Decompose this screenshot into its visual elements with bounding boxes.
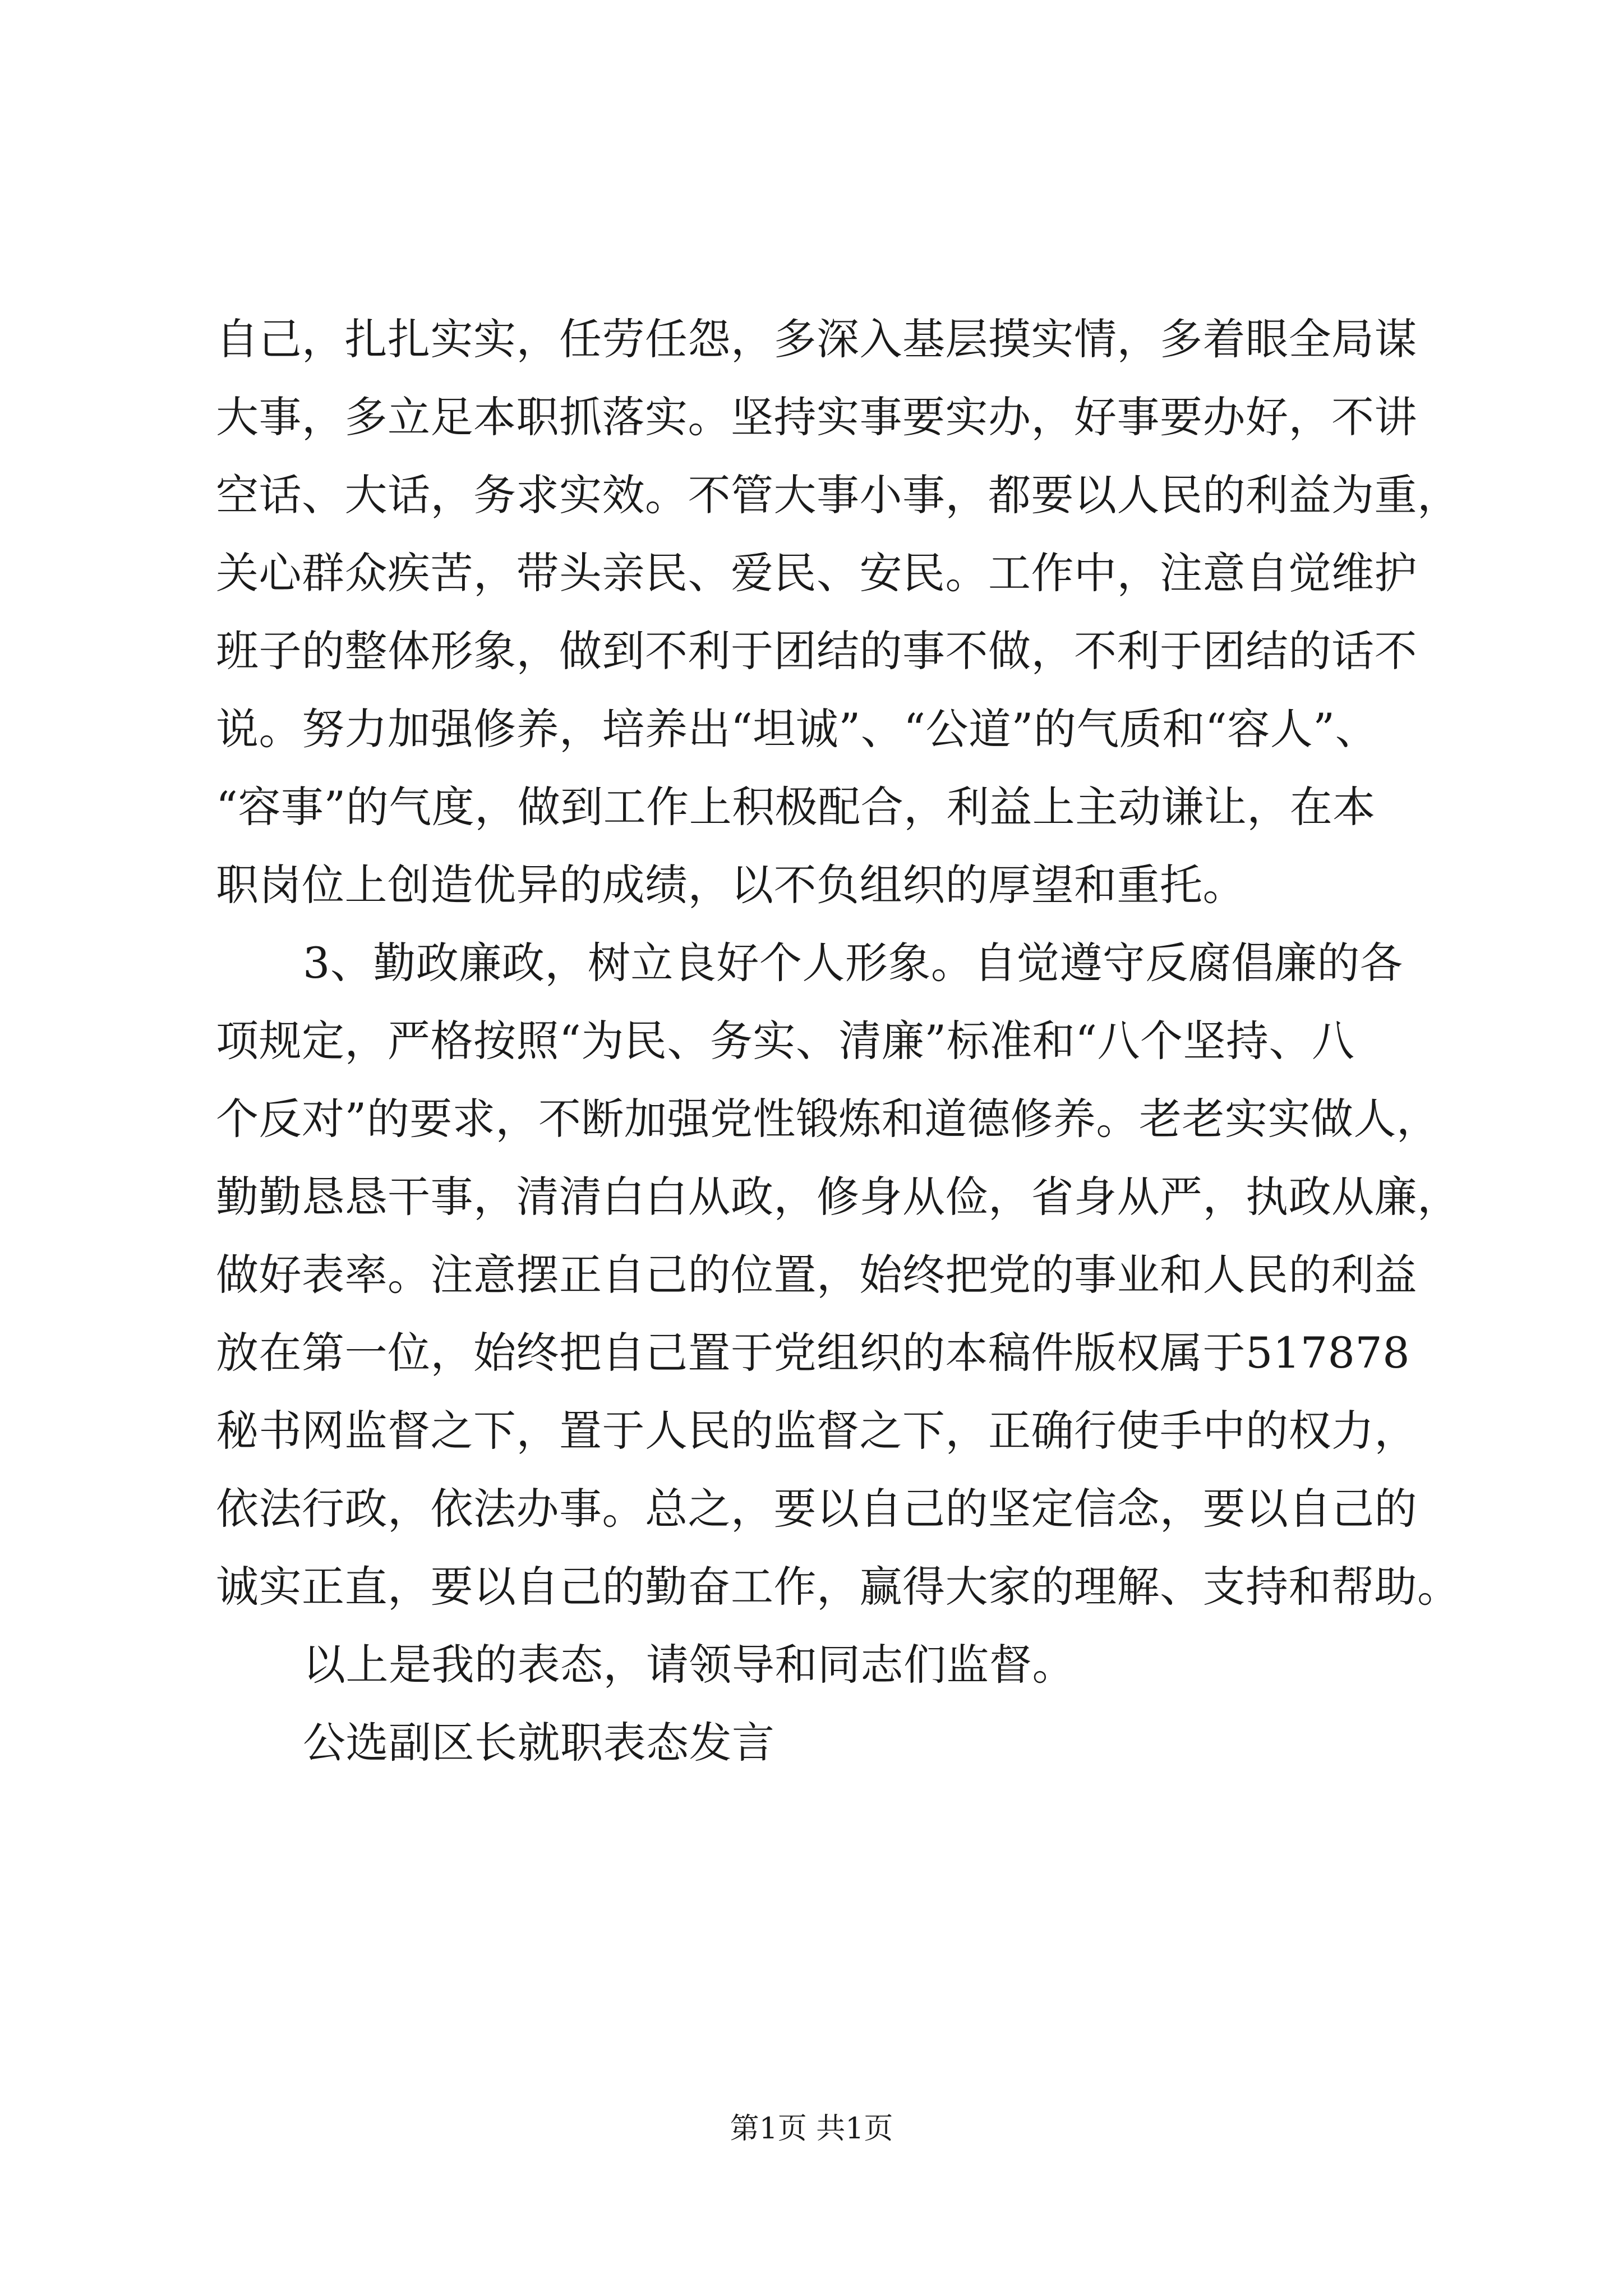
body-line: 勤勤恳恳干事，清清白白从政，修身从俭，省身从严，执政从廉， xyxy=(216,1172,1460,1222)
body-line: 诚实正直，要以自己的勤奋工作，赢得大家的理解、支持和帮助。 xyxy=(216,1562,1460,1612)
body-line: 自己，扎扎实实，任劳任怨，多深入基层摸实情，多着眼全局谋 xyxy=(216,314,1417,364)
body-line: “容事”的气度，做到工作上积极配合，利益上主动谦让，在本 xyxy=(216,782,1376,832)
body-line: 空话、大话，务求实效。不管大事小事，都要以人民的利益为重， xyxy=(216,470,1460,520)
closing-line: 以上是我的表态，请领导和同志们监督。 xyxy=(303,1640,1075,1690)
body-line: 关心群众疾苦，带头亲民、爱民、安民。工作中，注意自觉维护 xyxy=(216,548,1417,598)
body-line: 说。努力加强修养，培养出“坦诚”、“公道”的气质和“容人”、 xyxy=(216,704,1378,754)
body-line: 大事，多立足本职抓落实。坚持实事要实办，好事要办好，不讲 xyxy=(216,392,1417,442)
document-title-line: 公选副区长就职表态发言 xyxy=(303,1718,775,1768)
paragraph-start-line: 3、勤政廉政，树立良好个人形象。自觉遵守反腐倡廉的各 xyxy=(303,938,1403,988)
body-line: 依法行政，依法办事。总之，要以自己的坚定信念，要以自己的 xyxy=(216,1484,1417,1534)
body-line: 项规定，严格按照“为民、务实、清廉”标准和“八个坚持、八 xyxy=(216,1016,1355,1066)
body-line: 做好表率。注意摆正自己的位置，始终把党的事业和人民的利益 xyxy=(216,1250,1417,1300)
page-number-footer: 第1页 共1页 xyxy=(730,2112,893,2146)
body-line: 职岗位上创造优异的成绩，以不负组织的厚望和重托。 xyxy=(216,860,1246,910)
body-line: 个反对”的要求，不断加强党性锻炼和道德修养。老老实实做人， xyxy=(216,1094,1440,1144)
body-line: 班子的整体形象，做到不利于团结的事不做，不利于团结的话不 xyxy=(216,626,1417,676)
body-line: 放在第一位，始终把自己置于党组织的本稿件版权属于517878 xyxy=(216,1328,1410,1378)
body-line: 秘书网监督之下，置于人民的监督之下，正确行使手中的权力， xyxy=(216,1406,1417,1456)
